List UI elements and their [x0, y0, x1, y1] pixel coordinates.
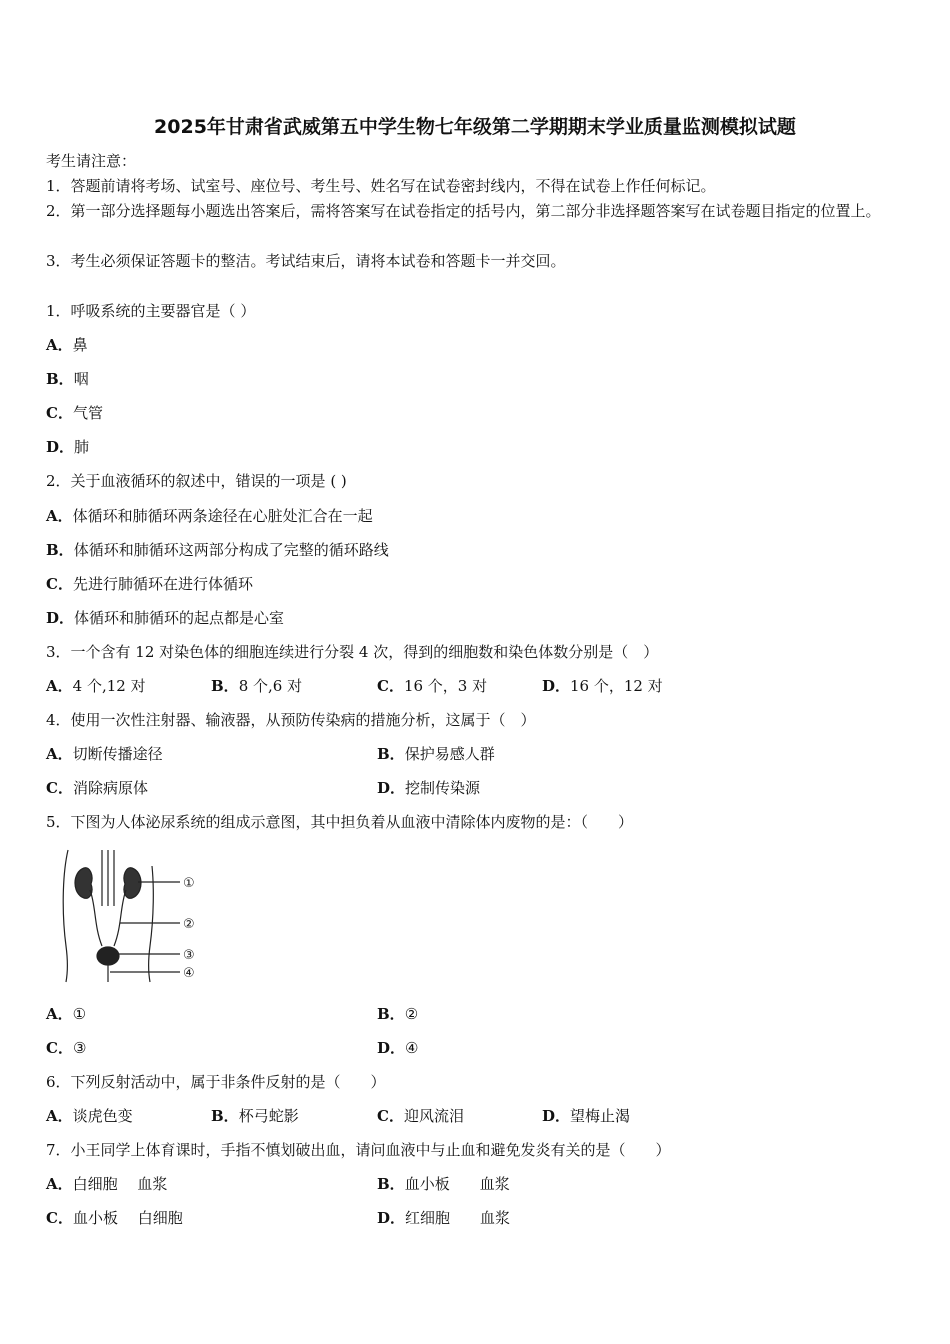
option-text: ③ — [72, 1039, 87, 1057]
page-title: 2025年甘肃省武威第五中学生物七年级第二学期期末学业质量监测模拟试题 — [154, 116, 796, 138]
option[interactable] — [377, 744, 495, 764]
option-text: 消除病原体 — [72, 779, 148, 797]
option-text: 迎风流泪 — [403, 1107, 464, 1125]
option-letter: C． — [377, 1107, 404, 1125]
option-letter: B． — [211, 1107, 239, 1125]
option-letter: C． — [46, 404, 73, 422]
figure-label: ④ — [183, 966, 195, 981]
option-letter: B． — [377, 745, 405, 763]
option-text: ② — [404, 1005, 419, 1023]
option-text: 体循环和肺循环这两部分构成了完整的循环路线 — [73, 541, 389, 559]
option[interactable] — [377, 1004, 418, 1024]
option-letter: A． — [46, 1107, 73, 1125]
option[interactable] — [46, 1038, 86, 1058]
option[interactable] — [211, 676, 302, 696]
option-letter: D． — [542, 677, 571, 695]
question-stem: 2．关于血液循环的叙述中，错误的一项是 ( ) — [46, 472, 347, 490]
option[interactable] — [46, 506, 373, 526]
option[interactable] — [46, 1004, 86, 1024]
option-text: 白细胞 血浆 — [72, 1175, 168, 1193]
option[interactable] — [46, 1208, 183, 1228]
option-text: 望梅止渴 — [570, 1107, 631, 1125]
option-letter: C． — [46, 575, 73, 593]
option-letter: B． — [211, 677, 239, 695]
option-text: 16 个，3 对 — [403, 677, 488, 695]
option[interactable] — [46, 574, 253, 594]
option[interactable] — [46, 1106, 133, 1126]
option-letter: C． — [46, 1209, 73, 1227]
question-stem: 1．呼吸系统的主要器官是（ ） — [46, 302, 256, 320]
option-letter: D． — [377, 779, 406, 797]
option-text: 气管 — [72, 404, 103, 422]
figure-label: ③ — [183, 948, 195, 963]
option-text: 保护易感人群 — [404, 745, 495, 763]
option-text: 8 个,6 对 — [238, 677, 303, 695]
option[interactable] — [46, 403, 103, 423]
option-letter: B． — [46, 370, 74, 388]
option[interactable] — [377, 778, 480, 798]
option-text: 体循环和肺循环两条途径在心脏处汇合在一起 — [72, 507, 373, 525]
option[interactable] — [46, 744, 163, 764]
option-letter: A． — [46, 745, 73, 763]
option-letter: D． — [377, 1209, 406, 1227]
option-letter: A． — [46, 336, 73, 354]
option[interactable] — [46, 540, 389, 560]
figure-label: ① — [183, 876, 195, 891]
option[interactable] — [46, 335, 88, 355]
option[interactable] — [46, 676, 146, 696]
option-letter: C． — [46, 1039, 73, 1057]
option-text: 16 个，12 对 — [570, 677, 663, 695]
option-text: ① — [72, 1005, 87, 1023]
option[interactable] — [211, 1106, 299, 1126]
notice-item: 1．答题前请将考场、试室号、座位号、考生号、姓名写在试卷密封线内，不得在试卷上作任何标记。 — [46, 177, 716, 195]
option[interactable] — [542, 1106, 630, 1126]
option-letter: C． — [46, 779, 73, 797]
option-text: 4 个,12 对 — [72, 677, 146, 695]
option[interactable] — [542, 676, 663, 696]
option-text: 先进行肺循环在进行体循环 — [72, 575, 253, 593]
option-letter: A． — [46, 1175, 73, 1193]
question-stem: 4．使用一次性注射器、输液器，从预防传染病的措施分析，这属于（ ） — [46, 711, 536, 729]
option[interactable] — [377, 1174, 510, 1194]
option[interactable] — [46, 608, 284, 628]
option-letter: D． — [542, 1107, 571, 1125]
notice-item: 2．第一部分选择题每小题选出答案后，需将答案写在试卷指定的括号内，第二部分非选择题答案写在试卷题目指定的位置上。 — [46, 202, 881, 220]
option-letter: A． — [46, 677, 73, 695]
option-letter: A． — [46, 1005, 73, 1023]
option-letter: A． — [46, 507, 73, 525]
option-text: 咽 — [73, 370, 89, 388]
option-letter: B． — [377, 1175, 405, 1193]
option[interactable] — [377, 676, 487, 696]
option-text: 鼻 — [72, 336, 88, 354]
option[interactable] — [377, 1106, 464, 1126]
option-letter: D． — [46, 438, 75, 456]
notice-item: 3．考生必须保证答题卡的整洁。考试结束后，请将本试卷和答题卡一并交回。 — [46, 252, 566, 270]
question-stem: 7．小王同学上体育课时，手指不慎划破出血，请问血液中与止血和避免发炎有关的是（ ） — [46, 1141, 671, 1159]
question-stem: 6．下列反射活动中，属于非条件反射的是（ ） — [46, 1073, 386, 1091]
option[interactable] — [377, 1208, 510, 1228]
figure-label: ② — [183, 917, 195, 932]
option-letter: B． — [46, 541, 74, 559]
option-text: ④ — [405, 1039, 419, 1057]
option-letter: C． — [377, 677, 404, 695]
option-text: 切断传播途径 — [72, 745, 163, 763]
option-text: 谈虎色变 — [72, 1107, 133, 1125]
option-letter: D． — [46, 609, 75, 627]
option-text: 挖制传染源 — [405, 779, 481, 797]
question-stem: 5．下图为人体泌尿系统的组成示意图，其中担负着从血液中清除体内废物的是：（ ） — [46, 813, 634, 831]
question-stem: 3．一个含有 12 对染色体的细胞连续进行分裂 4 次，得到的细胞数和染色体数分别是（ ） — [46, 643, 659, 661]
urinary-system-diagram — [58, 846, 208, 986]
option-letter: B． — [377, 1005, 405, 1023]
option-text: 血小板 白细胞 — [72, 1209, 183, 1227]
option-text: 肺 — [74, 438, 90, 456]
option[interactable] — [46, 437, 89, 457]
option-text: 血小板 血浆 — [404, 1175, 510, 1193]
option-text: 体循环和肺循环的起点都是心室 — [74, 609, 285, 627]
option-text: 红细胞 血浆 — [405, 1209, 511, 1227]
option[interactable] — [46, 1174, 167, 1194]
option-text: 杯弓蛇影 — [238, 1107, 299, 1125]
option[interactable] — [377, 1038, 418, 1058]
option[interactable] — [46, 369, 89, 389]
notice-heading: 考生请注意： — [46, 152, 137, 170]
option[interactable] — [46, 778, 148, 798]
option-letter: D． — [377, 1039, 406, 1057]
